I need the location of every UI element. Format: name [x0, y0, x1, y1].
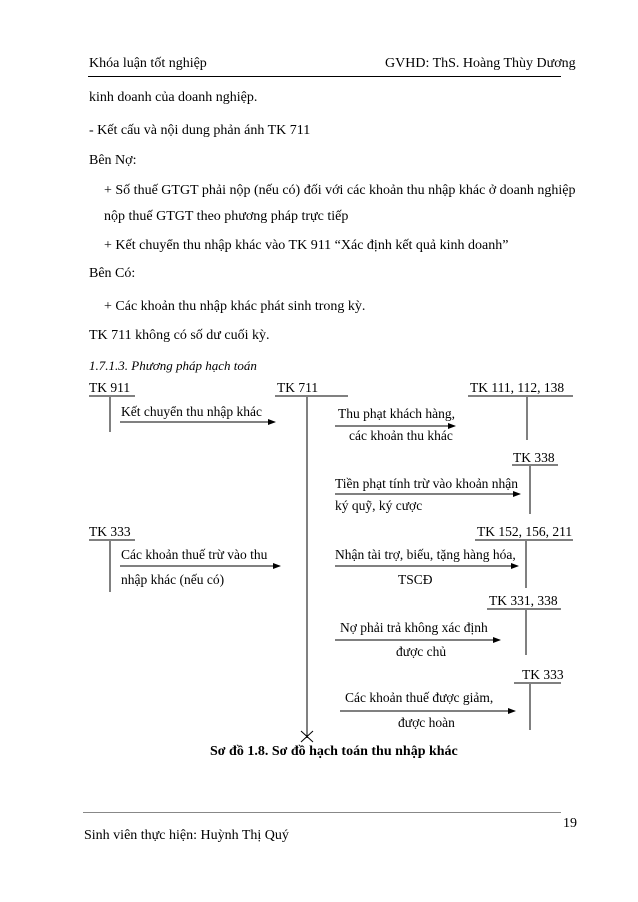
paragraph-4: + Số thuế GTGT phải nộp (nếu có) đối với các khoản thu nhập khác ở doanh nghiệp [104, 183, 576, 198]
paragraph-8: + Các khoản thu nhập khác phát sinh trong kỳ. [104, 299, 366, 314]
header-left: Khóa luận tốt nghiệp [89, 56, 207, 71]
paragraph-1: kinh doanh của doanh nghiệp. [89, 90, 258, 105]
label-no-phai-tra-1: Nợ phải trả không xác định [340, 620, 488, 635]
label-tk338: TK 338 [513, 450, 555, 465]
header-right: GVHD: ThS. Hoàng Thùy Dương [385, 56, 576, 71]
label-thue-giam-2: được hoàn [398, 715, 455, 730]
paragraph-6: + Kết chuyển thu nhập khác vào TK 911 “Xác định kết quả kinh doanh” [104, 238, 509, 253]
label-tk911: TK 911 [89, 380, 131, 395]
label-thue-tru-2: nhập khác (nếu có) [121, 572, 225, 587]
label-tk711: TK 711 [277, 380, 319, 395]
label-tk333-a: TK 333 [89, 524, 131, 539]
label-tk152: TK 152, 156, 211 [477, 524, 573, 539]
label-tai-tro-2: TSCĐ [398, 572, 433, 587]
footer-student: Sinh viên thực hiện: Huỳnh Thị Quý [84, 828, 289, 843]
label-no-phai-tra-2: được chủ [396, 644, 447, 659]
diagram-caption: Sơ đồ 1.8. Sơ đồ hạch toán thu nhập khác [210, 744, 458, 759]
label-tk111: TK 111, 112, 138 [470, 380, 565, 395]
label-tk333-b: TK 333 [522, 667, 564, 682]
footer-rule [83, 812, 561, 813]
section-heading: 1.7.1.3. Phương pháp hạch toán [89, 358, 257, 373]
label-tk331: TK 331, 338 [489, 593, 558, 608]
paragraph-9: TK 711 không có số dư cuối kỳ. [89, 328, 270, 343]
label-thue-tru-1: Các khoản thuế trừ vào thu [121, 547, 268, 562]
label-tien-phat-2: ký quỹ, ký cược [335, 498, 423, 513]
paragraph-2: - Kết cấu và nội dung phản ánh TK 711 [89, 123, 311, 138]
label-thu-phat-1: Thu phạt khách hàng, [338, 406, 455, 421]
label-tien-phat-1: Tiền phạt tính trừ vào khoản nhận [335, 476, 519, 491]
label-ket-chuyen: Kết chuyển thu nhập khác [121, 404, 262, 419]
label-thu-phat-2: các khoản thu khác [349, 428, 453, 443]
paragraph-ben-no: Bên Nợ: [89, 153, 137, 168]
paragraph-5: nộp thuế GTGT theo phương pháp trực tiếp [104, 209, 349, 224]
page-number: 19 [563, 816, 577, 831]
label-thue-giam-1: Các khoản thuế được giảm, [345, 690, 494, 705]
paragraph-ben-co: Bên Có: [89, 266, 136, 281]
label-tai-tro-1: Nhận tài trợ, biếu, tặng hàng hóa, [335, 547, 516, 562]
